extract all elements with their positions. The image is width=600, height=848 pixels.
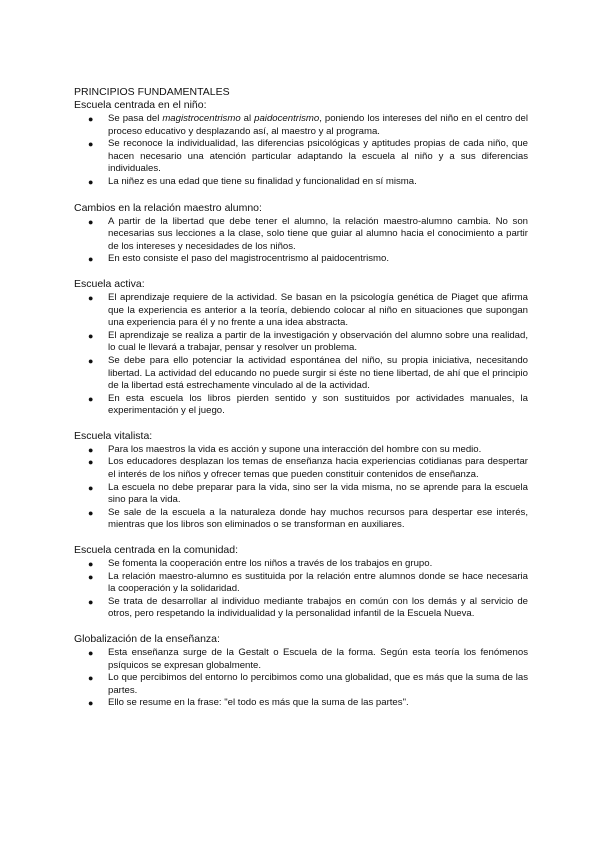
list-item-text: En esto consiste el paso del magistrocentrismo al paidocentrismo. — [108, 253, 390, 265]
section-globalizacion-de-la-ensenanza — [74, 633, 528, 710]
section-heading: Cambios en la relación maestro alumno: — [74, 201, 262, 214]
list-item-text: Se sale de la escuela a la naturaleza donde hay muchos recursos para despertar ese interés, mientras que los libros son eliminados o se transforman en auxiliares. — [108, 506, 528, 531]
list-item — [74, 330, 528, 355]
list-item — [74, 216, 528, 254]
list-item — [74, 571, 528, 596]
section-heading: Escuela centrada en el niño: — [74, 99, 207, 111]
section-heading: Escuela vitalista: — [74, 429, 153, 442]
list-item-text: Ello se resume en la frase: "el todo es más que la suma de las partes". — [108, 697, 409, 709]
bullet-list — [74, 216, 528, 266]
list-item — [74, 444, 528, 457]
bullet-icon: ● — [88, 444, 94, 455]
list-item-text: Esta enseñanza surge de la Gestalt o Escuela de la forma. Según esta teoría los fenómenos psíquicos se expresan globalmente. — [108, 647, 528, 671]
list-item — [74, 507, 528, 532]
list-item — [74, 138, 528, 176]
list-item-text: Se fomenta la cooperación entre los niños a través de los trabajos en grupo. — [108, 558, 433, 570]
bullet-icon: ● — [88, 559, 94, 570]
list-item-text: Se trata de desarrollar al individuo mediante trabajos en común con los demás y al servicio de otros, pero respetando la individualidad y la personalidad infantil de la Escuela Nueva. — [108, 595, 528, 620]
list-item-text — [108, 113, 528, 138]
bullet-list — [74, 113, 528, 189]
list-item — [74, 393, 528, 418]
section-heading: Escuela centrada en la comunidad: — [74, 544, 239, 557]
list-item — [74, 292, 528, 330]
section-escuela-activa — [74, 278, 528, 418]
bullet-icon: ● — [88, 457, 94, 468]
bullet-list — [74, 647, 528, 710]
emphasis-magistrocentrismo: magistrocentrismo — [162, 113, 241, 124]
list-item-text: La niñez es una edad que tiene su finalidad y funcionalidad en sí misma. — [108, 175, 417, 187]
bullet-icon: ● — [88, 698, 94, 709]
section-heading: Escuela activa: — [74, 277, 145, 290]
list-item — [74, 456, 528, 481]
section-escuela-centrada-en-el-nino — [74, 99, 528, 189]
list-item-text: En esta escuela los libros pierden sentido y son sustituidos por actividades manuales, la experimentación y el juego. — [108, 392, 528, 417]
emphasis-paidocentrismo: paidocentrismo — [254, 113, 320, 124]
list-item-text: El aprendizaje requiere de la actividad. Se basan en la psicología genética de Piaget que afirma que la experiencia es anterior a la teoría, debiendo colocar al niño en situaciones que supongan una experiencia para él y no frente a una idea abstracta. — [108, 291, 528, 329]
list-item — [74, 113, 528, 138]
section-heading: Globalización de la enseñanza: — [74, 633, 220, 645]
text-run: Se pasa del — [108, 113, 163, 124]
list-item — [74, 672, 528, 697]
bullet-icon: ● — [88, 673, 94, 684]
list-item — [74, 558, 528, 571]
list-item-text: La relación maestro-alumno es sustituida por la relación entre alumnos donde se hace necesaria la cooperación y la solidaridad. — [108, 570, 528, 595]
bullet-icon: ● — [88, 393, 94, 404]
bullet-icon: ● — [88, 507, 94, 518]
bullet-icon: ● — [88, 596, 94, 607]
section-escuela-centrada-en-la-comunidad — [74, 544, 528, 621]
list-item — [74, 482, 528, 507]
bullet-icon: ● — [88, 482, 94, 493]
document-page — [74, 86, 528, 722]
list-item — [74, 176, 528, 189]
section-escuela-vitalista — [74, 430, 528, 532]
list-item — [74, 355, 528, 393]
list-item-text: Para los maestros la vida es acción y supone una interacción del hombre con su medio. — [108, 443, 482, 455]
list-item — [74, 596, 528, 621]
bullet-icon: ● — [88, 254, 94, 265]
bullet-icon: ● — [88, 648, 94, 658]
bullet-icon: ● — [88, 571, 94, 582]
list-item — [74, 697, 528, 710]
bullet-icon: ● — [88, 355, 94, 366]
list-item-text: Lo que percibimos del entorno lo percibimos como una globalidad, que es más que la suma de las partes. — [108, 672, 528, 696]
text-run: , poniendo los intereses del niño en el centro del proceso educativo y desplazando así, al maestro y al programa. — [108, 113, 528, 137]
list-item — [74, 647, 528, 672]
section-cambios-relacion-maestro-alumno — [74, 202, 528, 266]
bullet-icon: ● — [88, 330, 94, 341]
bullet-icon: ● — [88, 176, 94, 187]
bullet-list — [74, 444, 528, 532]
list-item-text: Se debe para ello potenciar la actividad espontánea del niño, su propia iniciativa, necesitando libertad. La actividad del educando no puede surgir si éste no tiene libertad, de ahí que el principio de la libertad está estrechamente vinculado al de la actividad. — [108, 354, 528, 392]
list-item-text: La escuela no debe preparar para la vida, sino ser la vida misma, no se aprende para la escuela sino para la vida. — [108, 481, 528, 506]
bullet-icon: ● — [88, 216, 94, 227]
bullet-icon: ● — [88, 139, 94, 150]
list-item-text: El aprendizaje se realiza a partir de la investigación y observación del alumno sobre una realidad, lo cual le llevará a trabajar, pensar y resolver un problema. — [108, 329, 528, 354]
list-item-text: A partir de la libertad que debe tener el alumno, la relación maestro-alumno cambia. No son necesarias sus lecciones a la clase, solo tiene que guiar al alumno hacia el conocimiento a partir de los intereses y necesidades de los niños. — [108, 215, 528, 252]
bullet-list — [74, 558, 528, 621]
list-item — [74, 253, 528, 266]
text-run: al — [240, 113, 255, 124]
document-title: PRINCIPIOS FUNDAMENTALES — [74, 86, 230, 98]
list-item-text: Los educadores desplazan los temas de enseñanza hacia experiencias cotidianas para despertar el interés de los niños y ofrecer temas que pueden constituir contenidos de enseñanza. — [108, 456, 528, 481]
bullet-list — [74, 292, 528, 418]
bullet-icon: ● — [88, 292, 94, 303]
list-item-text: Se reconoce la individualidad, las diferencias psicológicas y aptitudes propias de cada niño, que hacen necesario una atención particular adaptando la escuela al niño y a sus diferencias individuales. — [108, 138, 528, 175]
bullet-icon: ● — [88, 114, 94, 124]
